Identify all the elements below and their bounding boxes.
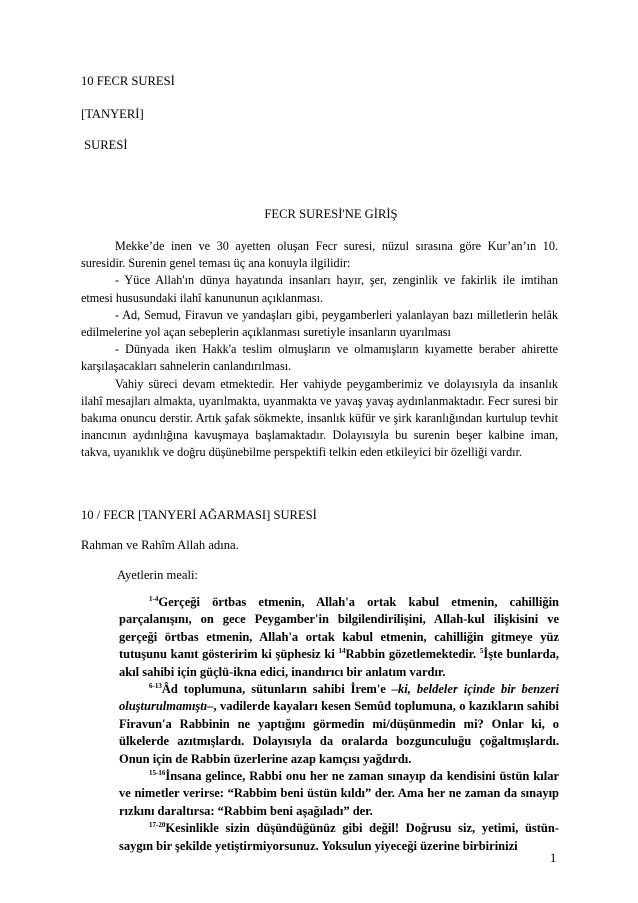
page-number: 1	[550, 851, 557, 865]
verse-text: Rabbin gözetlemektedir.	[345, 647, 480, 662]
verse-text: Kesinlikle sizin düşündüğünüz gibi değil! Doğrusu siz, yetimi, üstün-saygın bir şekilde yetiştirmiyorsunuz. Yoksulun yiyeceği üzerine birbirinizi	[119, 821, 559, 853]
meal-label: Ayetlerin meali:	[117, 568, 199, 582]
document-header-line-3: SURESİ	[81, 138, 128, 152]
verse-17-20	[119, 820, 559, 855]
basmala: Rahman ve Rahîm Allah adına.	[81, 538, 239, 552]
intro-paragraph-1: Mekke’de inen ve 30 ayetten oluşan Fecr suresi, nüzul sırasına göre Kur’an’ın 10. suresidir. Surenin genel teması üç ana konuyla ilgilidir:	[81, 239, 558, 271]
verses-block	[119, 594, 559, 855]
verse-15-16	[119, 768, 559, 820]
verse-6-13	[119, 681, 559, 768]
verse-text: İşte bunlarda, akıl sahibi için güçlü-ikna edici, inandırıcı bir anlatım vardır.	[119, 647, 559, 679]
verse-ref: 17-20	[149, 821, 166, 830]
intro-paragraph-3: - Ad, Semud, Firavun ve yandaşları gibi, peygamberleri yalanlayan bazı milletlerin helâk edilmelerine yol açan sebeplerin açıklanması suretiyle insanların uyarılması	[81, 307, 558, 340]
verse-text: Gerçeği örtbas etmenin, Allah'a ortak kabul etmenin, cahilliğin parçalanışını, on gece Peygamber'in bilgilendirilişini, Allah-kul ilişkisini ve gerçeği örtbas etmenin, Allah'a ortak kabul etmenin, cahilliğin gitmeye yüz tutuşunu kanıt gösteririm ki şüphesiz ki	[119, 595, 559, 662]
verse-text: İnsana gelince, Rabbi onu her ne zaman sınayıp da kendisini üstün kılar ve nimetler verirse: “Rabbim beni üstün kıldı” der. Ama her ne zaman da sınayıp rızkını daraltırsa: “Rabbim beni aşağıladı” der.	[119, 769, 559, 818]
document-header-line-2: [TANYERİ]	[81, 107, 144, 121]
verse-ref: 6-13	[149, 682, 162, 691]
verse-ref: 1-4	[149, 595, 159, 603]
intro-paragraph-2: - Yüce Allah'ın dünya hayatında insanları hayır, şer, zenginlik ve fakirlik ile imtihan etmesi hususundaki ilahî kanununun açıklanması.	[81, 273, 558, 305]
document-header-line-1: 10 FECR SURESİ	[81, 74, 175, 88]
intro-paragraph-4: - Dünyada iken Hakk'a teslim olmuşların ve olmamışların kıyamette beraber ahirette karşılaşacakları sahnelerin canlandırılması.	[81, 342, 558, 374]
verse-ref: 14	[338, 647, 346, 656]
verse-1-4	[119, 594, 559, 681]
verse-text: , vadilerde kayaları kesen Semûd toplumuna, o kazıkların sahibi Firavun'a Rabbinin ne yaptığını görmedin mi/düşünmedin mi? Onlar ki, o ülkelerde azıtmışlardı. Dolayısıyla da oralarda bozgunculuğu çoğaltmışlardı. Onun için de Rabbin üzerlerine azap kamçısı yağdırdı.	[119, 699, 559, 766]
section-heading: 10 / FECR [TANYERİ AĞARMASI] SURESİ	[81, 508, 317, 522]
verse-ref: 15-16	[149, 769, 166, 778]
verse-text: Âd toplumuna, sütunların sahibi İrem'e	[161, 682, 392, 697]
verse-ref: 5	[479, 647, 484, 656]
verse-text-italic: –ki, beldeler içinde bir benzeri oluşturulmamıştı–	[119, 682, 560, 714]
intro-body	[81, 238, 558, 462]
intro-paragraph-5: Vahiy süreci devam etmektedir. Her vahiyde peygamberimiz ve dolayısıyla da insanlık ilahî mesajları almakta, uyarılmakta, uyanmakta ve yavaş yavaş aydınlanmaktadır. Fecr suresi bir bakıma onuncu derstir. Artık şafak sökmekte, insanlık küfür ve şirk karanlığından kurtulup tevhit inancının aydınlığına kavuşmaya başlamaktadır. Dolayısıyla bu surenin beşer kalbine iman, takva, uyanıklık ve doğru düşünebilme perspektifi telkin eden etkileyici bir özelliği vardır.	[81, 376, 558, 460]
intro-title: FECR SURESİ'NE GİRİŞ	[264, 207, 398, 221]
